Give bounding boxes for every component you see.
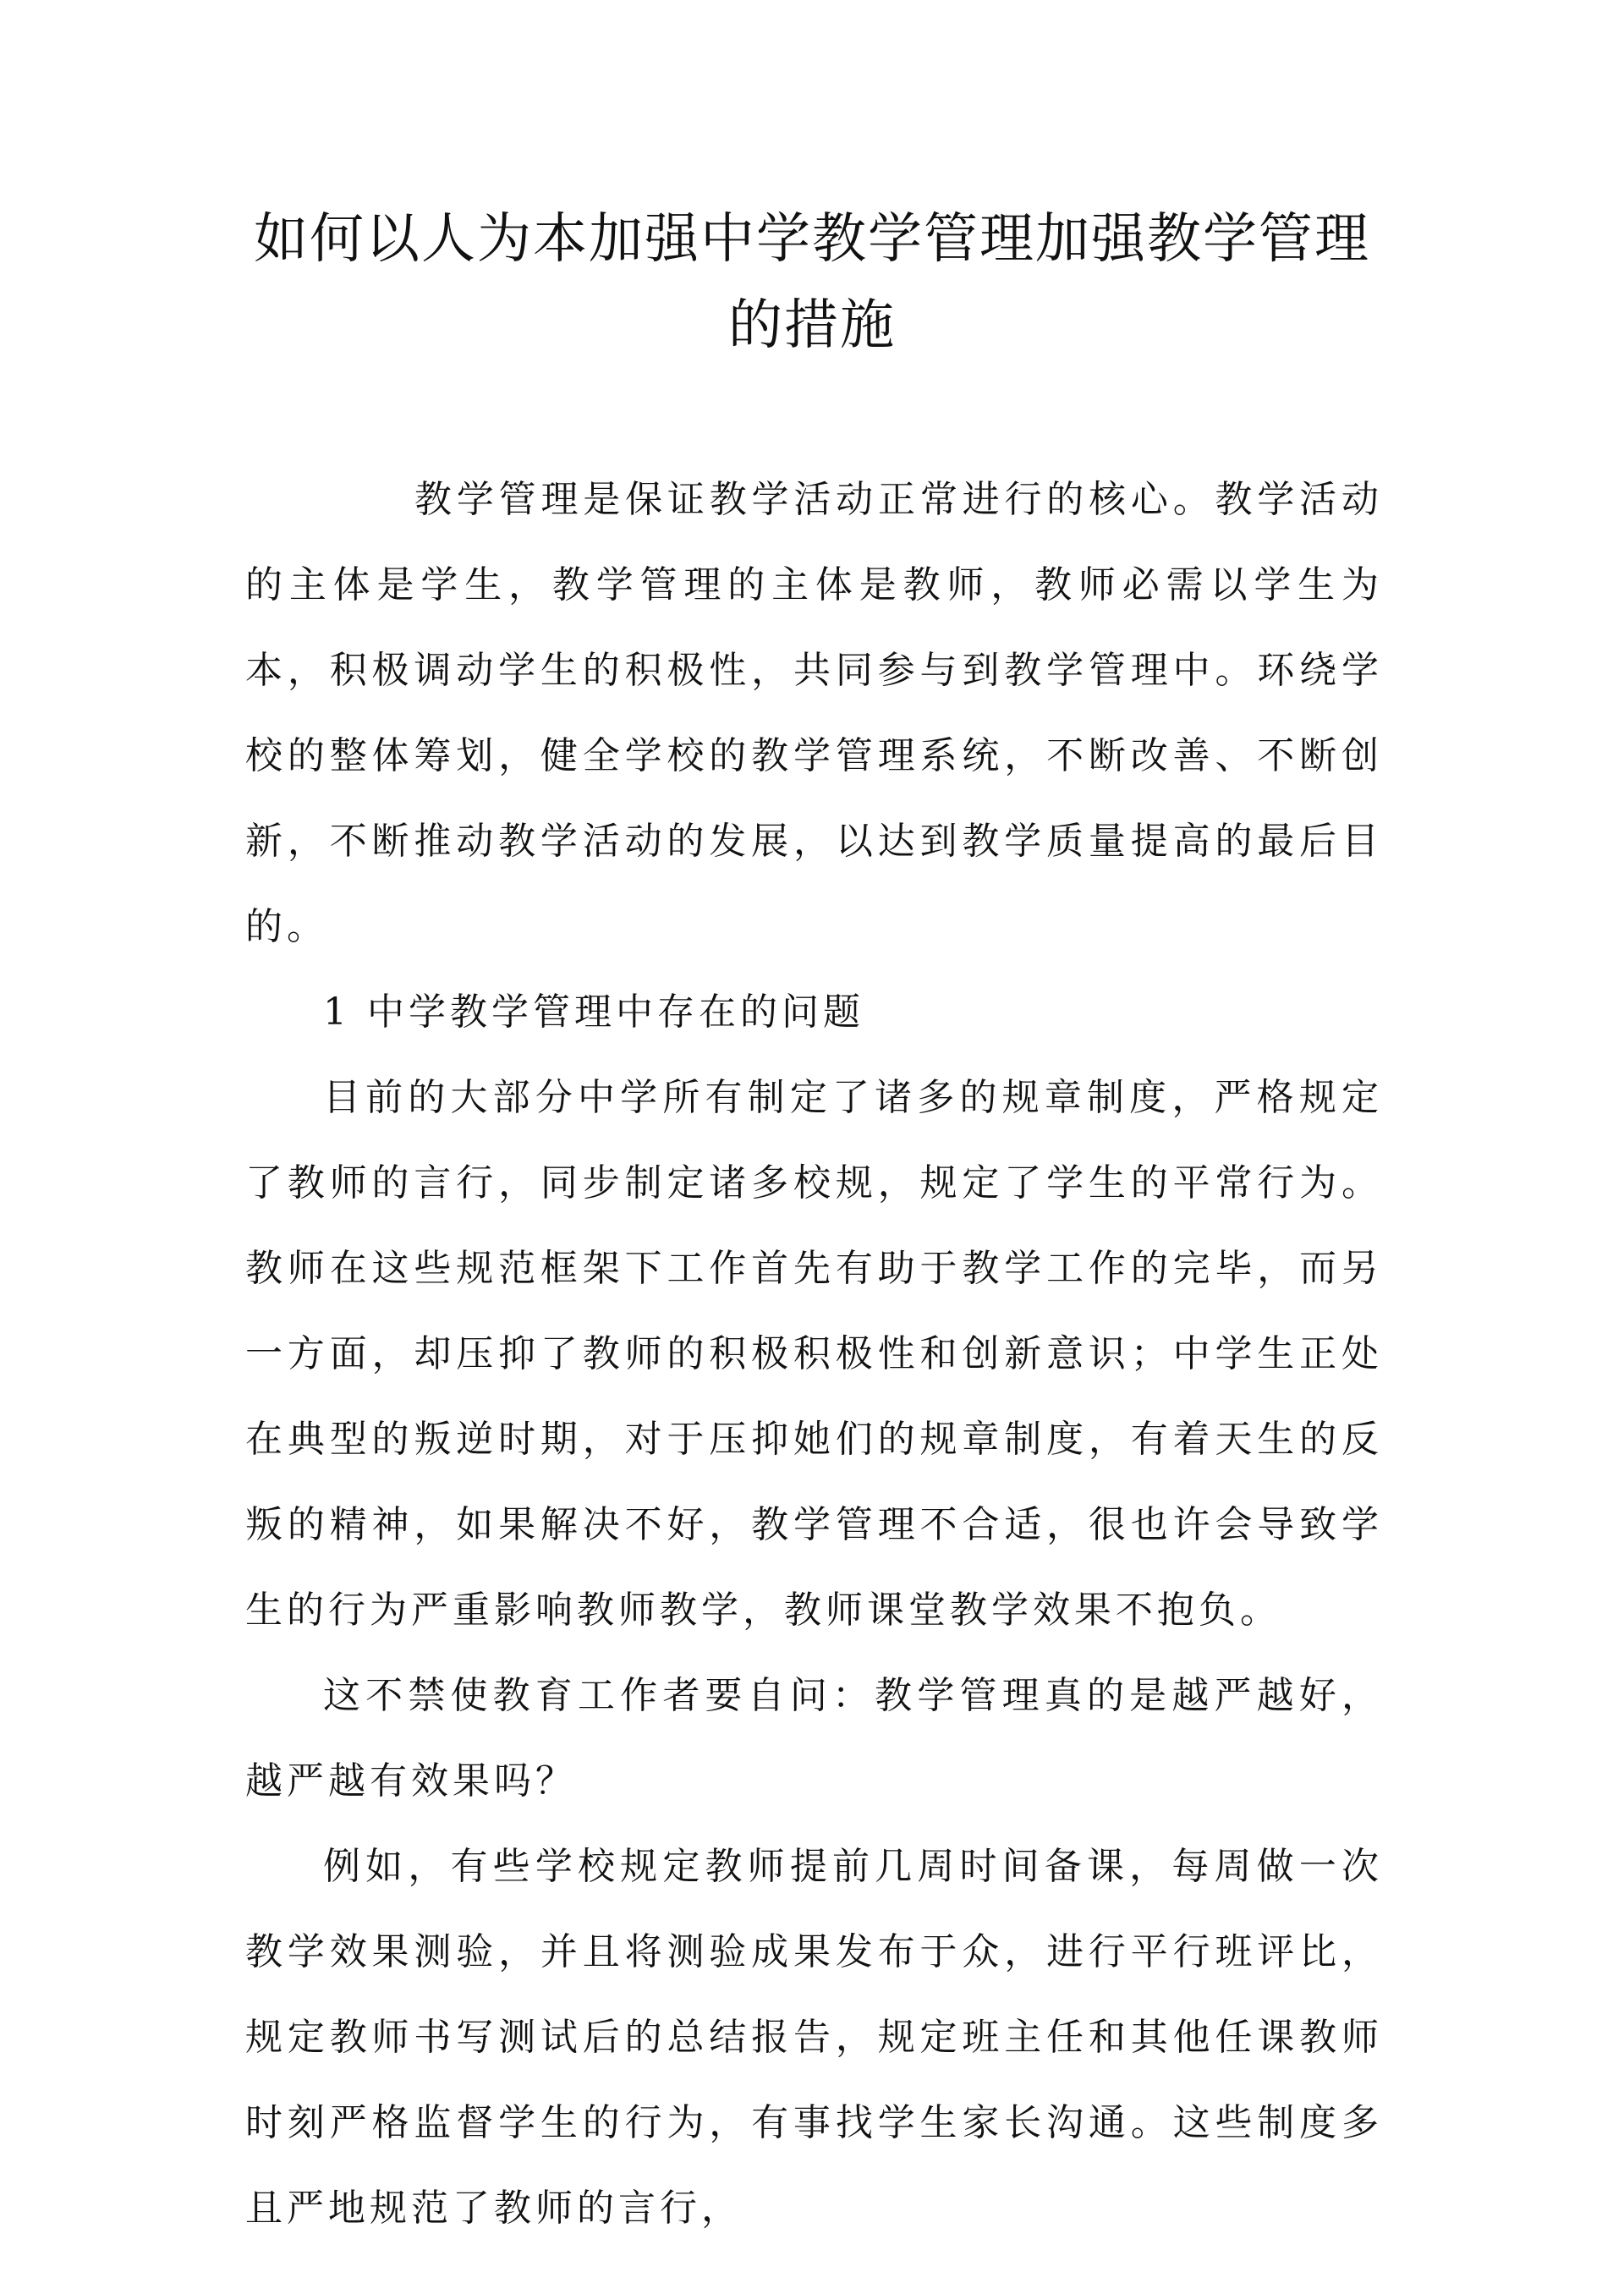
paragraph-rules: 目前的大部分中学所有制定了诸多的规章制度，严格规定了教师的言行，同步制定诸多校规，规定了学生的平常行为。教师在这些规范框架下工作首先有助于教学工作的完毕，而另一方面，却压抑了教师的积极积极性和创新意识；中学生正处在典型的叛逆时期，对于压抑她们的规章制度，有着天生的反叛的精神，如果解决不好，教学管理不合适，很也许会导致学生的行为严重影响教师教学，教师课堂教学效果不抱负。 [245, 1076, 1383, 1632]
paragraph-example: 例如，有些学校规定教师提前几周时间备课，每周做一次教学效果测验，并且将测验成果发布于众，进行平行班评比，规定教师书写测试后的总结报告，规定班主任和其他任课教师时刻严格监督学生的行为，有事找学生家长沟通。这些制度多且严地规范了教师的言行， [245, 1845, 1383, 2230]
paragraph-question: 这不禁使教育工作者要自问：教学管理真的是越严越好，越严越有效果吗？ [245, 1674, 1383, 1803]
document-title: 如何以人为本加强中学教学管理加强教学管理的措施 [254, 208, 1370, 357]
paragraph-intro: 教学管理是保证教学活动正常进行的核心。教学活动的主体是学生，教学管理的主体是教师，教师必需以学生为本，积极调动学生的积极性，共同参与到教学管理中。环绕学校的整体筹划，健全学校的教学管理系统，不断改善、不断创新，不断推动教学活动的发展，以达到教学质量提高的最后目的。 [245, 478, 1383, 948]
document-body [245, 457, 1383, 2251]
section-heading: 1 中学教学管理中存在的问题 [323, 991, 864, 1034]
